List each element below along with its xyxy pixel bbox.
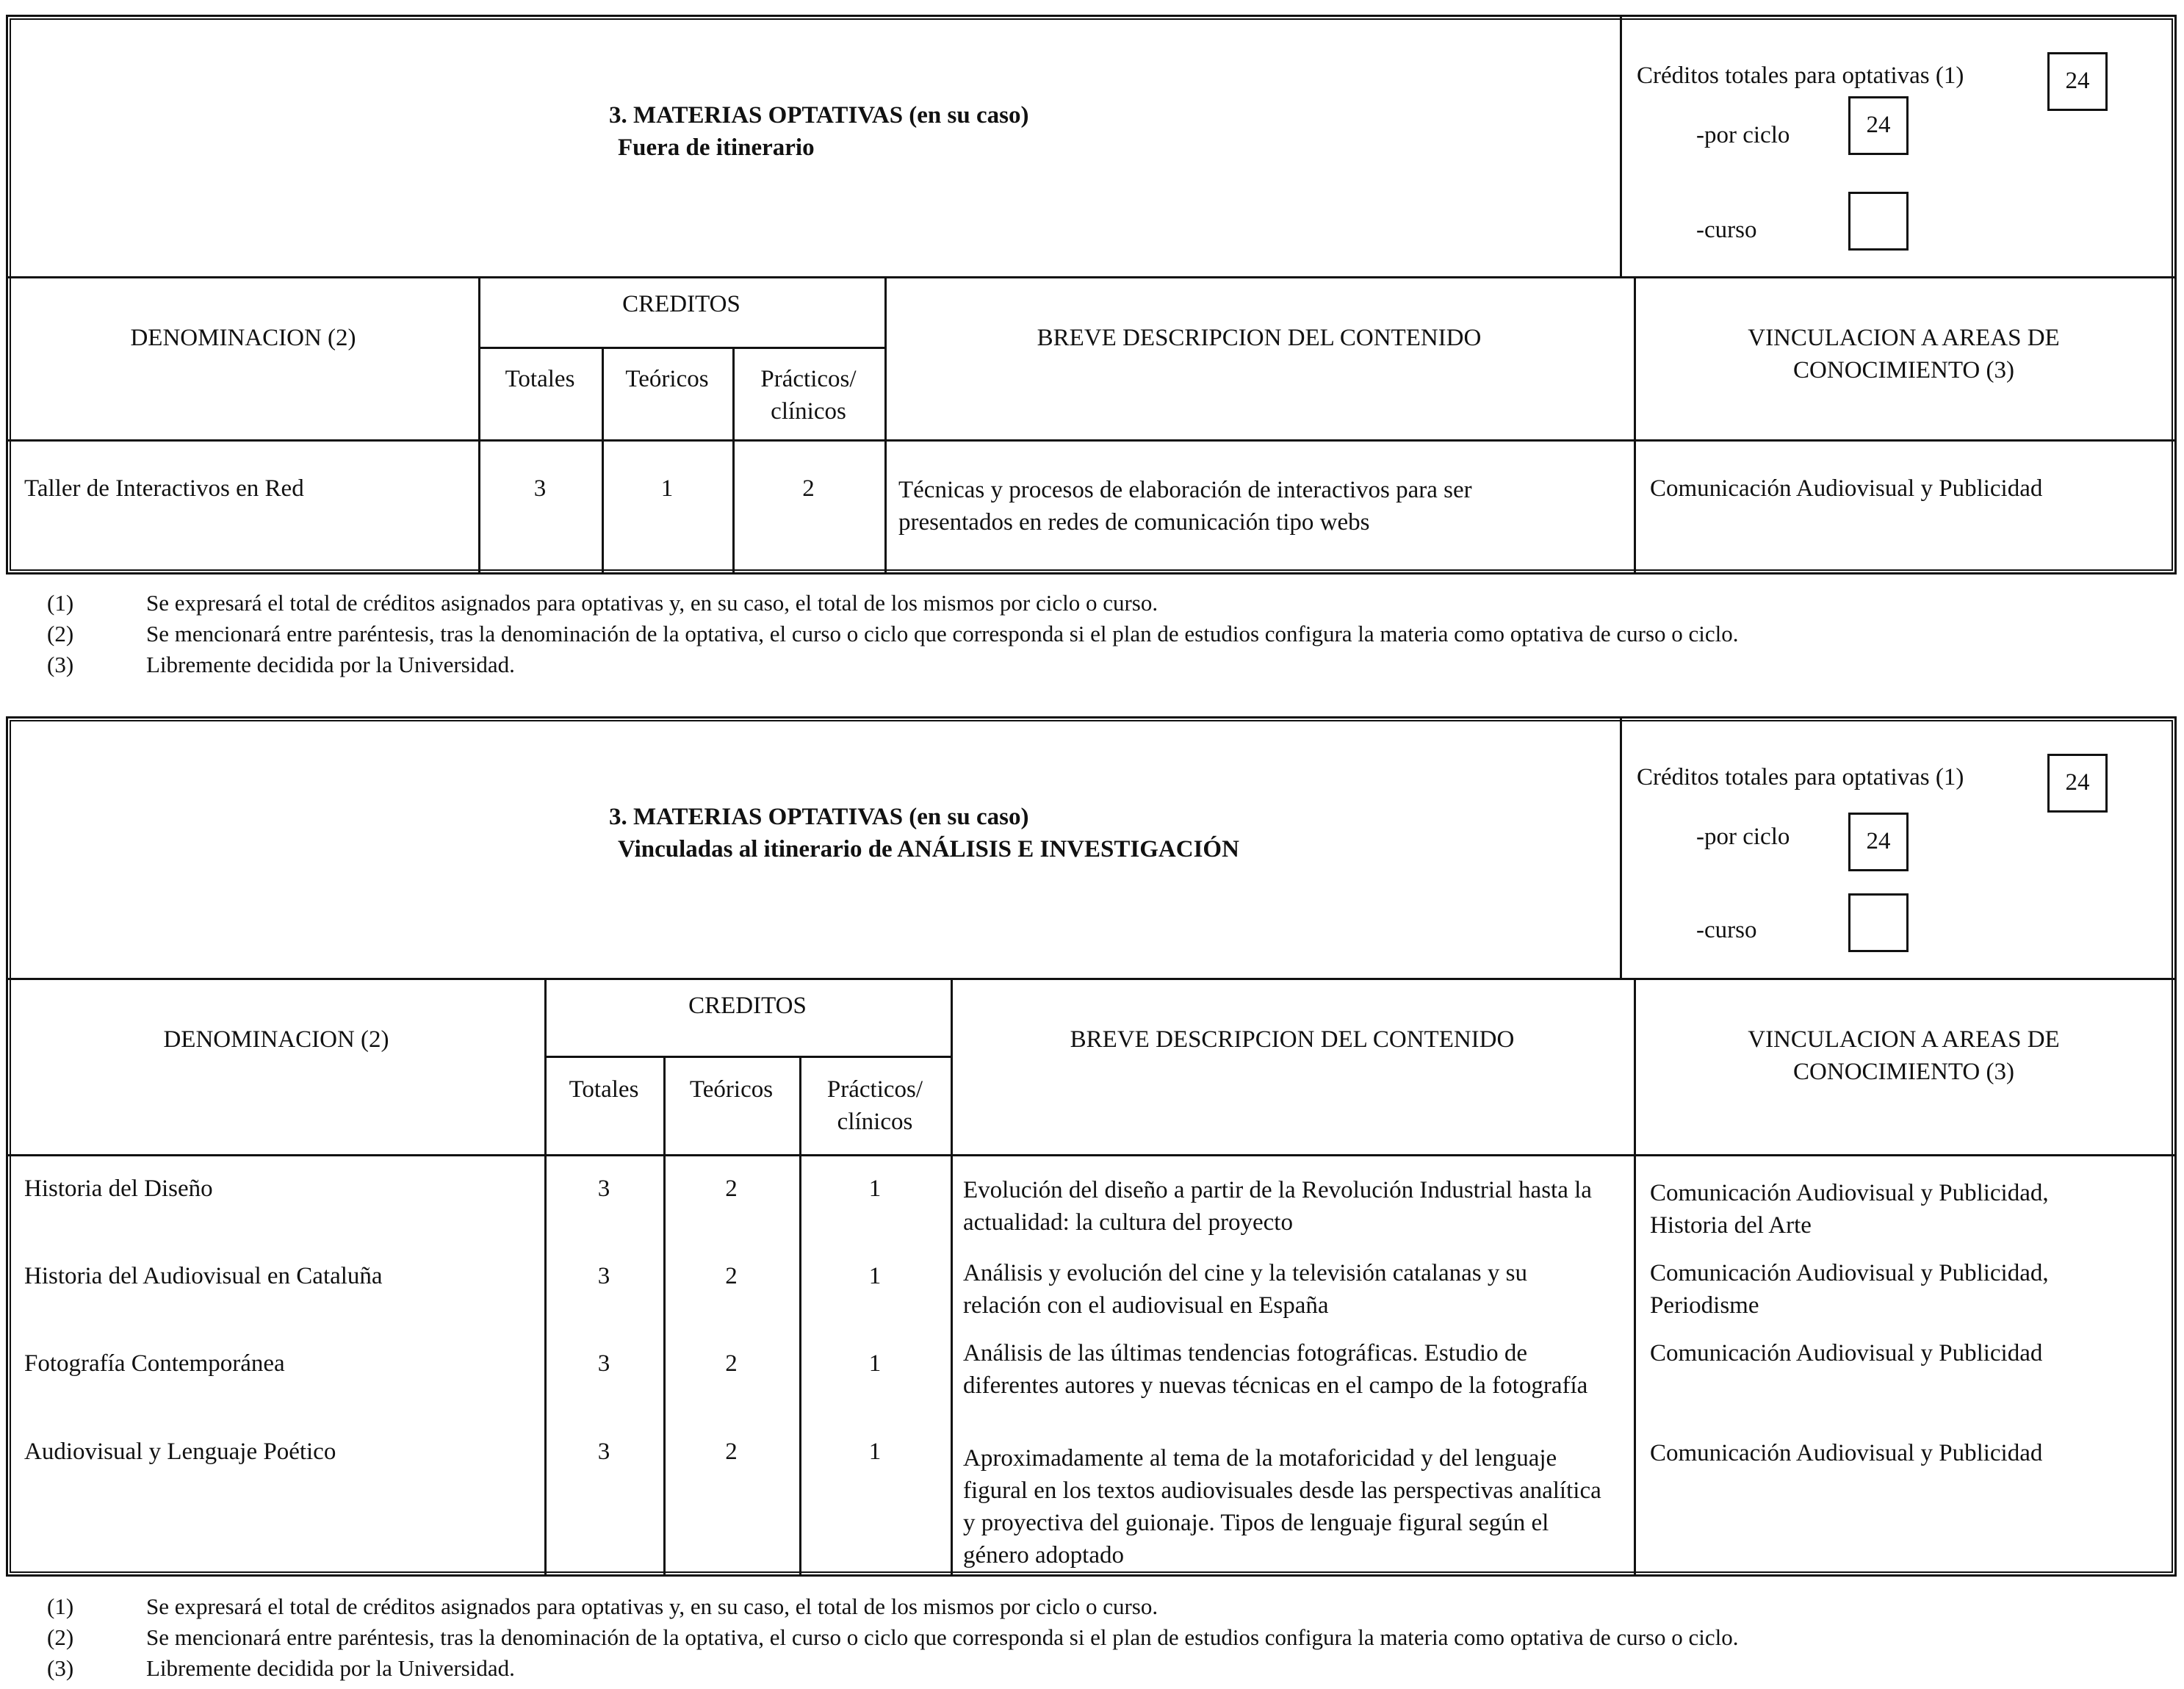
row-denominacion: Fotografía Contemporánea [24,1350,285,1377]
footnote [47,1622,1739,1653]
footnotes-2 [47,1591,1739,1684]
section-header [8,17,2174,278]
row-teoricos: 2 [725,1438,738,1465]
col-denominacion: DENOMINACION (2) [130,325,356,351]
row-teoricos: 2 [725,1350,738,1377]
row-totales: 3 [597,1263,610,1289]
section-title-line2: Fuera de itinerario [618,134,815,161]
col-totales: Totales [505,366,575,392]
credits-total-label: Créditos totales para optativas (1) [1637,764,1964,791]
col-denominacion: DENOMINACION (2) [163,1026,389,1053]
divider [1634,978,1636,1574]
row-practicos: 1 [868,1175,882,1202]
footnote-text: Se mencionará entre paréntesis, tras la denominación de la optativa, el curso o ciclo que corresponda si el plan de estudios configura la materia como optativa de curso o ciclo. [146,621,1739,647]
divider [663,1056,666,1574]
curso-label: -curso [1696,917,1757,943]
col-creditos: CREDITOS [688,993,807,1019]
row-descripcion: Análisis de las últimas tendencias fotográficas. Estudio de diferentes autores y nuevas técnicas en el campo de la fotografía [963,1340,1588,1399]
por-ciclo-label: -por ciclo [1696,122,1790,148]
row-vinculacion: Comunicación Audiovisual y Publicidad [1650,1440,2043,1466]
footnote-text: Se mencionará entre paréntesis, tras la denominación de la optativa, el curso o ciclo que corresponda si el plan de estudios configura la materia como optativa de curso o ciclo. [146,1624,1739,1650]
row-practicos: 1 [868,1263,882,1289]
row-descripcion: Aproximadamente al tema de la motaforicidad y del lenguaje figural en los textos audiovisuales desde las perspectivas analítica y proyectiva del guionaje. Tipos de lenguaje figural según el género adoptado [963,1445,1601,1569]
row-vinculacion: Comunicación Audiovisual y Publicidad [1650,475,2043,502]
curso-label: -curso [1696,217,1757,243]
section-title-line1: 3. MATERIAS OPTATIVAS (en su caso) [609,804,1029,830]
credits-panel [1620,719,2174,978]
col-teoricos: Teóricos [689,1076,774,1103]
footnote [47,1591,1739,1622]
divider [602,347,604,572]
row-teoricos: 1 [660,475,674,502]
row-vinculacion: Comunicación Audiovisual y Publicidad, Periodisme [1650,1260,2049,1319]
divider [1634,276,1636,572]
section-title [609,801,1239,865]
footnote-number: (1) [47,590,74,616]
section-header [8,719,2174,980]
col-descripcion: BREVE DESCRIPCION DEL CONTENIDO [1037,325,1482,351]
footnote-number: (3) [47,1655,74,1681]
row-totales: 3 [533,475,547,502]
row-denominacion: Audiovisual y Lenguaje Poético [24,1438,336,1465]
row-vinculacion: Comunicación Audiovisual y Publicidad [1650,1340,2043,1366]
footnote-number: (2) [47,1624,74,1650]
column-header-row [8,978,2174,1156]
divider [884,276,887,572]
credits-total-label: Créditos totales para optativas (1) [1637,62,1964,89]
row-vinculacion: Comunicación Audiovisual y Publicidad, Historia del Arte [1650,1180,2049,1239]
column-header-row [8,276,2174,442]
curso-box [1848,893,1909,952]
row-descripcion: Evolución del diseño a partir de la Revolución Industrial hasta la actualidad: la cultura del proyecto [963,1177,1592,1236]
row-teoricos: 2 [725,1263,738,1289]
footnote [47,619,1739,649]
section-title-line1: 3. MATERIAS OPTATIVAS (en su caso) [609,102,1029,129]
row-practicos: 2 [802,475,815,502]
col-practicos: Prácticos/ clínicos [760,366,857,425]
row-totales: 3 [597,1438,610,1465]
divider [799,1056,801,1574]
footnote [47,1653,1739,1684]
row-totales: 3 [597,1175,610,1202]
divider [951,978,953,1574]
row-descripcion: Técnicas y procesos de elaboración de interactivos para ser presentados en redes de comunicación tipo webs [898,477,1472,536]
row-denominacion: Historia del Audiovisual en Cataluña [24,1263,383,1289]
credits-panel [1620,17,2174,276]
section-title [609,99,1028,164]
col-totales: Totales [569,1076,639,1103]
divider [732,347,735,572]
row-denominacion: Taller de Interactivos en Red [24,475,304,502]
col-descripcion: BREVE DESCRIPCION DEL CONTENIDO [1070,1026,1515,1053]
row-practicos: 1 [868,1350,882,1377]
divider [478,276,480,572]
optativas-table-fuera-itinerario [6,15,2177,575]
por-ciclo-box: 24 [1848,813,1909,871]
footnote-text: Libremente decidida por la Universidad. [146,1655,515,1681]
col-vinculacion: VINCULACION A AREAS DE CONOCIMIENTO (3) [1748,1026,2060,1085]
creditos-divider [544,1056,951,1058]
col-practicos: Prácticos/ clínicos [826,1076,923,1135]
credits-total-box: 24 [2047,52,2108,111]
footnote [47,588,1739,619]
footnote-text: Libremente decidida por la Universidad. [146,652,515,677]
row-totales: 3 [597,1350,610,1377]
footnote-number: (2) [47,621,74,647]
footnote-text: Se expresará el total de créditos asignados para optativas y, en su caso, el total de los mismos por ciclo o curso. [146,590,1158,616]
section-title-line2: Vinculadas al itinerario de ANÁLISIS E INVESTIGACIÓN [618,836,1239,862]
footnote-number: (1) [47,1593,74,1619]
row-teoricos: 2 [725,1175,738,1202]
col-vinculacion: VINCULACION A AREAS DE CONOCIMIENTO (3) [1748,325,2060,383]
col-teoricos: Teóricos [625,366,709,392]
por-ciclo-box: 24 [1848,96,1909,155]
footnotes-1 [47,588,1739,680]
por-ciclo-label: -por ciclo [1696,824,1790,850]
optativas-table-analisis-investigacion [6,716,2177,1577]
col-creditos: CREDITOS [622,291,740,317]
row-descripcion: Análisis y evolución del cine y la televisión catalanas y su relación con el audiovisual en España [963,1260,1527,1319]
footnote [47,649,1739,680]
footnote-text: Se expresará el total de créditos asignados para optativas y, en su caso, el total de los mismos por ciclo o curso. [146,1593,1158,1619]
curso-box [1848,192,1909,251]
creditos-divider [478,347,884,349]
row-denominacion: Historia del Diseño [24,1175,213,1202]
credits-total-box: 24 [2047,754,2108,813]
footnote-number: (3) [47,652,74,677]
row-practicos: 1 [868,1438,882,1465]
